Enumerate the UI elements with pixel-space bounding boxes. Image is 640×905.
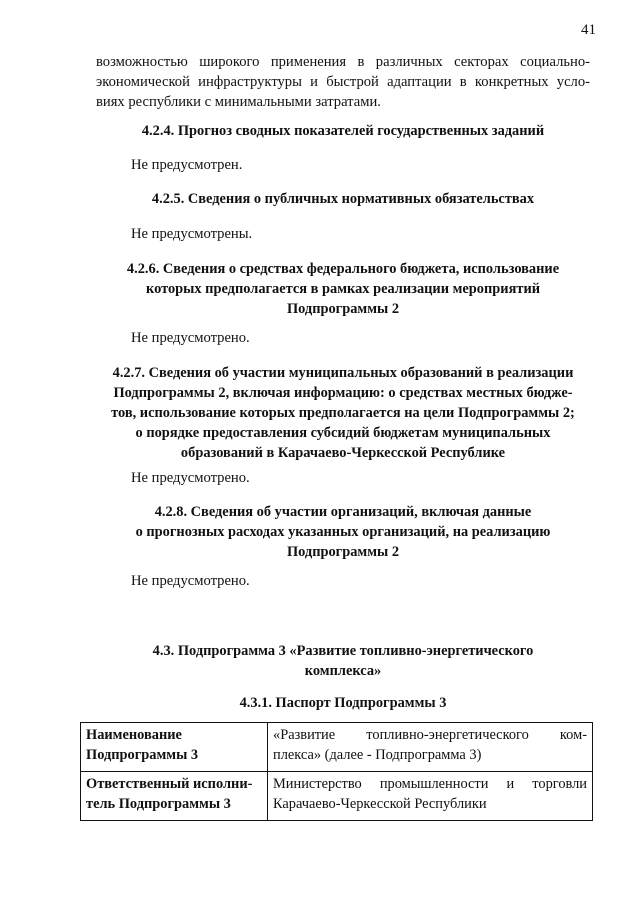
- passport-heading: 4.3.1. Паспорт Подпрограммы 3: [239, 695, 447, 711]
- heading-line: комплекса»: [304, 663, 382, 679]
- heading-line: о порядке предоставления субсидий бюджетам муниципальных: [135, 425, 551, 441]
- section-body-4-2-8: Не предусмотрено.: [131, 573, 250, 589]
- label-line: Подпрограммы 3: [86, 747, 199, 763]
- section-heading-4-2-8: [96, 502, 590, 562]
- value-line: плекса» (далее - Подпрограмма 3): [273, 747, 482, 763]
- paragraph-line: виях республики с минимальными затратами.: [96, 94, 381, 110]
- section-body-4-2-5: Не предусмотрены.: [131, 226, 253, 242]
- row-label: [81, 772, 268, 821]
- heading-line: 4.2.4. Прогноз сводных показателей государственных заданий: [141, 123, 545, 139]
- subprogram-heading: [96, 641, 590, 681]
- table-row: [81, 723, 593, 772]
- intro-paragraph: [96, 52, 590, 112]
- section-body-4-2-6: Не предусмотрено.: [131, 330, 250, 346]
- heading-line: тов, использование которых предполагается на цели Подпрограммы 2;: [111, 405, 575, 421]
- table-row: [81, 772, 593, 821]
- label-line: Ответственный исполни-: [86, 776, 253, 792]
- section-heading-4-2-7: [96, 363, 590, 463]
- label-line: Наименование: [86, 727, 182, 743]
- paragraph-line: возможностью широкого применения в различных секторах социально-: [96, 54, 590, 70]
- heading-line: о прогнозных расходах указанных организаций, на реализацию: [135, 524, 551, 540]
- section-heading-4-2-4: [96, 121, 590, 141]
- heading-line: 4.2.5. Сведения о публичных нормативных обязательствах: [151, 191, 535, 207]
- passport-table: [80, 722, 593, 821]
- value-line: Карачаево-Черкесской Республики: [273, 796, 487, 812]
- heading-line: 4.2.6. Сведения о средствах федерального бюджета, использование: [126, 261, 560, 277]
- heading-line: Подпрограммы 2: [286, 301, 400, 317]
- value-line: Министерство промышленности и торговли: [273, 776, 587, 792]
- heading-line: Подпрограммы 2, включая информацию: о средствах местных бюдже-: [113, 385, 573, 401]
- section-heading-4-2-6: [96, 259, 590, 319]
- paragraph-line: экономической инфраструктуры и быстрой адаптации в конкретных усло-: [96, 74, 590, 90]
- heading-line: 4.3. Подпрограмма 3 «Развитие топливно-энергетического: [152, 643, 534, 659]
- row-value: [268, 723, 593, 772]
- label-line: тель Подпрограммы 3: [86, 796, 231, 812]
- section-heading-4-2-5: [96, 189, 590, 209]
- heading-line: Подпрограммы 2: [286, 544, 400, 560]
- value-line: «Развитие топливно-энергетического ком-: [273, 727, 587, 743]
- heading-line: которых предполагается в рамках реализации мероприятий: [145, 281, 541, 297]
- page-number: 41: [581, 22, 596, 38]
- heading-line: 4.2.8. Сведения об участии организаций, включая данные: [154, 504, 532, 520]
- heading-line: образований в Карачаево-Черкесской Республике: [180, 445, 506, 461]
- row-value: [268, 772, 593, 821]
- heading-line: 4.2.7. Сведения об участии муниципальных образований в реализации: [112, 365, 574, 381]
- section-body-4-2-7: Не предусмотрено.: [131, 470, 250, 486]
- section-body-4-2-4: Не предусмотрен.: [131, 157, 243, 173]
- row-label: [81, 723, 268, 772]
